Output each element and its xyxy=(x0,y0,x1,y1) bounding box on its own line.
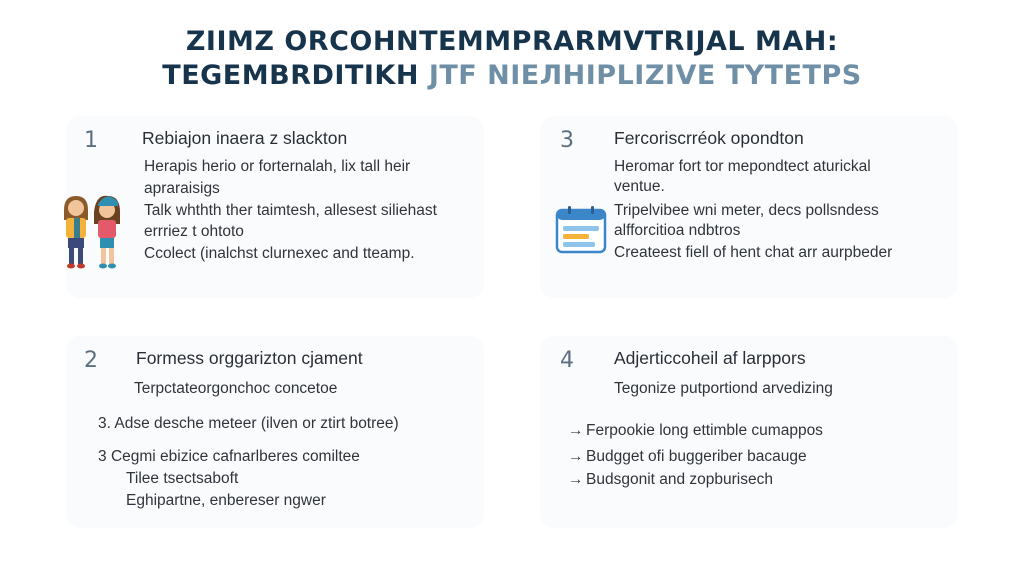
card-4-subheading: Tegonize putportiond arvedizing xyxy=(614,380,833,397)
arrow-icon: → xyxy=(568,471,584,488)
subtitle-light-part: JTF NIEЛHIPLIZIVE TYTETPS xyxy=(428,60,862,91)
card-3-line: Createest fiell of hent chat arr aurpbeder xyxy=(614,244,893,261)
card-2-heading: Formess orggarizton cjament xyxy=(136,348,363,368)
card-3-line: Heromar fort tor mepondtect aturickal xyxy=(614,158,871,175)
bullet-text: Budsgonit and zopburisech xyxy=(586,471,773,488)
card-2-number: 2 xyxy=(84,348,98,373)
card-4-number: 4 xyxy=(560,348,574,373)
card-3-number: 3 xyxy=(560,128,574,153)
card-4-heading: Adjerticcoheil af larppors xyxy=(614,348,806,368)
card-2-subheading: Terpctateorgonchoc concetoe xyxy=(134,380,338,397)
card-3-line: ventue. xyxy=(614,178,665,195)
card-1-heading: Rebiajon inaera z slackton xyxy=(142,128,348,148)
card-1-line: apraraisigs xyxy=(144,180,220,197)
card-3-line: alfforcitioa ndbtros xyxy=(614,222,741,239)
card-1-line: Ccolect (inalchst clurnexec and tteamp. xyxy=(144,245,415,262)
card-2-subline: Tilee tsectsaboft xyxy=(126,470,239,487)
card-1-number: 1 xyxy=(84,128,98,153)
card-2-bullet xyxy=(98,415,399,433)
card-4-bullet xyxy=(568,471,773,489)
arrow-icon: → xyxy=(568,448,584,465)
card-2-subline: Eghipartne, enbereser ngwer xyxy=(126,492,326,509)
bullet-marker: 3 xyxy=(98,448,107,465)
bullet-text: Cegmi ebizice cafnarlberes comiltee xyxy=(110,448,360,465)
card-1-line: Herapis herio or forternalah, lix tall heir xyxy=(144,158,411,175)
card-3-heading: Fercoriscrréok opondton xyxy=(614,128,804,148)
children-illustration xyxy=(60,190,126,272)
bullet-text: Adse desche meteer (ilven or ztirt botree) xyxy=(114,415,399,432)
card-1-line: errriez t ohtoto xyxy=(144,223,244,240)
card-3-line: Tripelvibee wni meter, decs pollsndess xyxy=(614,202,879,219)
bullet-text: Ferpookie long ettimble cumappos xyxy=(586,422,823,439)
subtitle-dark-part: TEGEMBRDITIKH xyxy=(162,60,419,91)
page-subtitle xyxy=(0,60,1024,91)
card-4-bullet xyxy=(568,448,807,466)
calendar-icon xyxy=(554,206,608,254)
card-4-bullet xyxy=(568,422,823,440)
bullet-text: Budgget ofi buggeriber bacauge xyxy=(586,448,807,465)
card-2-bullet xyxy=(98,448,360,466)
bullet-marker: 3. xyxy=(98,415,111,432)
page-title: ZIIMZ ORCOHNTEMMPRARMVTRIJAL MAH: xyxy=(185,26,839,57)
arrow-icon: → xyxy=(568,422,584,439)
card-1-line: Talk whthth ther taimtesh, allesest siliehast xyxy=(144,202,437,219)
